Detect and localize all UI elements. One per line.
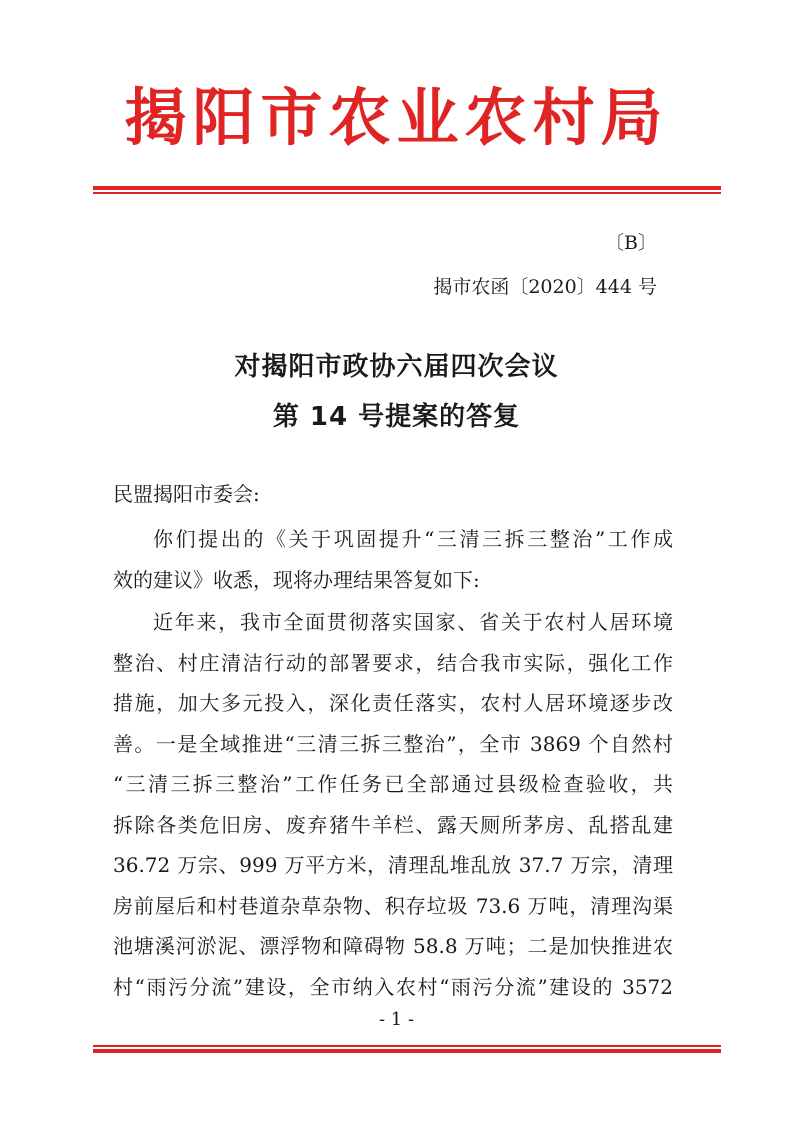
paragraph-line: 效的建议》收悉，现将办理结果答复如下: — [113, 567, 480, 592]
paragraph-2 — [113, 602, 673, 1007]
page-number: - 1 - — [378, 1009, 415, 1030]
header-rule-thin — [93, 192, 721, 194]
document-number: 揭市农函〔2020〕444 号 — [433, 276, 657, 298]
paragraph-line: 善。一是全域推进“三清三拆三整治”，全市 3869 个自然村 — [113, 731, 673, 756]
paragraph-line: 36.72 万宗、999 万平方米，清理乱堆乱放 37.7 万宗，清理 — [113, 853, 673, 877]
paragraph-line: 拆除各类危旧房、废弃猪牛羊栏、露天厕所茅房、乱搭乱建 — [113, 812, 673, 837]
paragraph-line: 村“雨污分流”建设，全市纳入农村“雨污分流”建设的 3572 — [113, 974, 673, 999]
footer-rule-thick — [93, 1049, 721, 1053]
paragraph-line: 房前屋后和村巷道杂草杂物、积存垃圾 73.6 万吨，清理沟渠 — [113, 893, 673, 918]
paragraph-line: 池塘溪河淤泥、漂浮物和障碍物 58.8 万吨；二是加快推进农 — [113, 934, 673, 958]
paragraph-line: 措施，加大多元投入，深化责任落实，农村人居环境逐步改 — [113, 691, 673, 715]
masthead-title: 揭阳市农业农村局 — [124, 81, 669, 154]
header-rule-thick — [93, 186, 721, 190]
paragraph-line: 你们提出的《关于巩固提升“三清三拆三整治”工作成 — [153, 527, 673, 551]
paragraph-line: 近年来，我市全面贯彻落实国家、省关于农村人居环境 — [153, 610, 673, 634]
footer-rule-thin — [93, 1045, 721, 1047]
classification-mark: 〔B〕 — [605, 232, 657, 254]
paragraph-line: “三清三拆三整治”工作任务已全部通过县级检查验收，共 — [113, 772, 673, 796]
paragraph-line: 整治、村庄清洁行动的部署要求，结合我市实际，强化工作 — [113, 650, 673, 675]
paragraph-1 — [113, 519, 673, 600]
salutation: 民盟揭阳市委会: — [113, 482, 260, 506]
document-title-line-2: 第 14 号提案的答复 — [272, 402, 521, 432]
document-title-line-1: 对揭阳市政协六届四次会议 — [234, 352, 559, 382]
